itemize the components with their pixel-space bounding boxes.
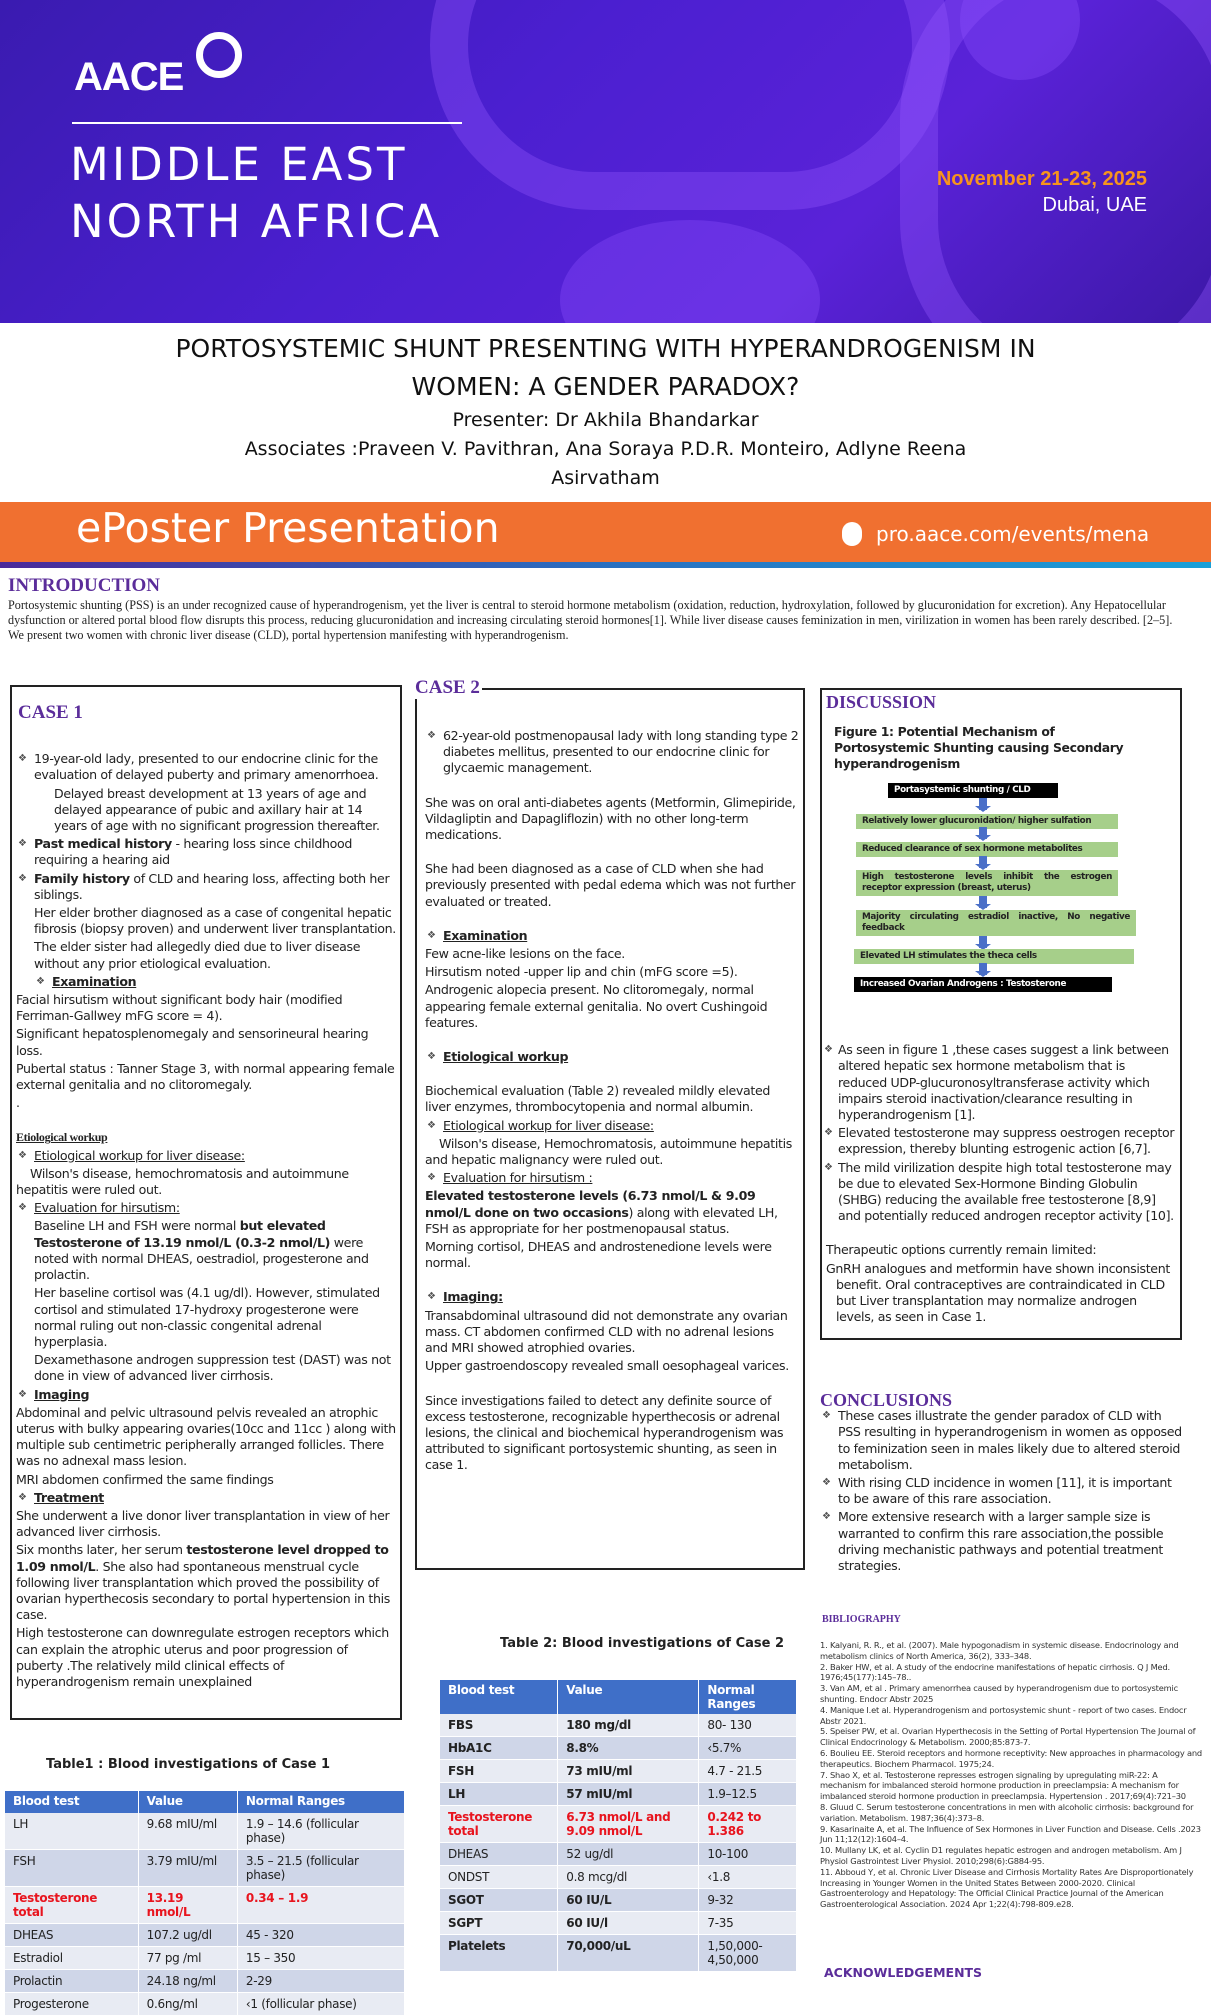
- case1-imaging-heading: ❖ Imaging: [16, 1387, 396, 1403]
- table-cell: 3.79 mIU/ml: [138, 1850, 237, 1887]
- table2: [440, 1680, 797, 1972]
- table1: [5, 1791, 405, 2016]
- case2-exam: Few acne-like lesions on the face.: [425, 946, 625, 962]
- table-cell: 73 mIU/ml: [558, 1760, 699, 1783]
- table-cell: 70,000/uL: [558, 1935, 699, 1972]
- figure1-flowchart: [826, 772, 1174, 1042]
- table-cell: LH: [5, 1813, 138, 1850]
- introduction-text: [8, 598, 1208, 643]
- table-header-row: [440, 1680, 797, 1714]
- flow-step: Reduced clearance of sex hormone metabolites: [856, 842, 1118, 857]
- presenter: Presenter: Dr Akhila Bhandarkar: [452, 409, 759, 431]
- case2-presentation: ❖ 62-year-old postmenopausal lady with long standing type 2 diabetes mellitus, presented to our endocrine clinic for glycaemic management.: [425, 728, 799, 777]
- case2-exam: Hirsutism noted -upper lip and chin (mFG score =5).: [425, 964, 738, 980]
- case2-hirsutism: Elevated testosterone levels (6.73 nmol/L & 9.09 nmol/L done on two occasions) along with elevated LH, FSH as appropriate for her postmenopausal status.: [425, 1188, 778, 1236]
- table-row: [5, 1850, 405, 1887]
- bibliography-item: 6. Boulieu EE. Steroid receptors and hormone receptivity: New approaches in pharmacology and therapeutics. Biochem Pharmacol. 1975;24.: [820, 1747, 1203, 1769]
- column-header: Normal Ranges: [699, 1680, 797, 1714]
- eposter-label: ePoster Presentation: [76, 504, 500, 552]
- case2-imaging-heading: ❖ Imaging:: [425, 1289, 799, 1305]
- discussion-point: ❖ The mild virilization despite high total testosterone may be due to elevated Sex-Hormone Binding Globulin (SHBG) reducing the available free testosterone [8,9] and potentially reduced androgen receptor activity [10].: [822, 1160, 1174, 1225]
- table-row: [440, 1714, 797, 1737]
- case2-medications: She was on oral anti-diabetes agents (Metformin, Glimepiride, Vildagliptin and Dapagliflozin) with no other long-term medications.: [425, 794, 796, 843]
- case1-hirsutism-heading: ❖ Evaluation for hirsutism:: [16, 1200, 396, 1216]
- table-header-row: [5, 1791, 405, 1813]
- case1-etiology-heading: Etiological workup: [16, 1130, 108, 1145]
- table-row: [440, 1912, 797, 1935]
- associates-line1: Associates :Praveen V. Pavithran, Ana Soraya P.D.R. Monteiro, Adlyne Reena: [244, 438, 967, 460]
- stray-dot: .: [16, 1095, 20, 1111]
- table-cell: Platelets: [440, 1935, 558, 1972]
- table-row: [440, 1806, 797, 1843]
- case1-liver-workup-heading: ❖ Etiological workup for liver disease:: [16, 1148, 396, 1164]
- case1-examination-heading: ❖ Examination: [34, 974, 396, 990]
- case1-imaging: Abdominal and pelvic ultrasound pelvis revealed an atrophic uterus with bulky appearing ovaries(10cc and 11cc ) along with multiple sub centimetric peripherally arranged follicles. There was no adnexal mass lesion.: [16, 1404, 396, 1469]
- table-cell: 15 – 350: [237, 1947, 404, 1970]
- associates-line2: Asirvatham: [551, 467, 660, 489]
- flow-step: Increased Ovarian Androgens : Testosterone: [854, 977, 1112, 992]
- case1-treatment-heading: ❖ Treatment: [16, 1490, 396, 1506]
- column-header: Blood test: [5, 1791, 138, 1813]
- table-cell: 60 IU/L: [558, 1889, 699, 1912]
- case1-presentation: ❖ 19-year-old lady, presented to our endocrine clinic for the evaluation of delayed puberty and primary amenorrhoea.: [16, 751, 396, 783]
- bibliography-list: [820, 1640, 1205, 1910]
- table-row: [440, 1843, 797, 1866]
- table-cell: 1.9–12.5: [699, 1783, 797, 1806]
- header-banner: [0, 0, 1211, 323]
- table-row: [440, 1783, 797, 1806]
- region-line1: MIDDLE EAST: [70, 138, 408, 191]
- column-header: Normal Ranges: [237, 1791, 404, 1813]
- table-cell: 1,50,000-4,50,000: [699, 1935, 797, 1972]
- case1-brother: Her elder brother diagnosed as a case of congenital hepatic fibrosis (biopsy proven) and underwent liver transplantation.: [34, 905, 396, 937]
- poster-title-line2: WOMEN: A GENDER PARADOX?: [411, 372, 800, 401]
- poster-title-line1: PORTOSYSTEMIC SHUNT PRESENTING WITH HYPERANDROGENISM IN: [175, 334, 1036, 363]
- therapeutic-options: GnRH analogues and metformin have shown inconsistent benefit. Oral contraceptives are contraindicated in CLD but Liver transplantation may normalize androgen levels, as seen in Case 1.: [826, 1260, 1170, 1325]
- case2-biochem: Biochemical evaluation (Table 2) revealed mildly elevated liver enzymes, thrombocytopenia and normal albumin.: [425, 1083, 770, 1115]
- therapeutic-options-heading: Therapeutic options currently remain limited:: [826, 1242, 1097, 1258]
- case1-history: Delayed breast development at 13 years of age and delayed appearance of pubic and axillary hair at 14 years of age with no significant progression thereafter.: [54, 785, 380, 834]
- case2-history: She had been diagnosed as a case of CLD when she had previously presented with pedal edema which was not further evaluated or treated.: [425, 861, 796, 909]
- case2-imaging: Transabdominal ultrasound did not demonstrate any ovarian mass. CT abdomen confirmed CLD with no adrenal lesions and MRI showed atrophied ovaries.: [425, 1307, 788, 1356]
- table-cell: DHEAS: [5, 1924, 138, 1947]
- table-cell: 7-35: [699, 1912, 797, 1935]
- bibliography-item: 2. Baker HW, et al. A study of the endocrine manifestations of hepatic cirrhosis. Q J Med. 1976;45(177):145–78..: [820, 1661, 1170, 1683]
- table-cell: 8.8%: [558, 1737, 699, 1760]
- arrow-down-icon: [979, 896, 987, 908]
- table-cell: 57 mIU/ml: [558, 1783, 699, 1806]
- column-header: Value: [558, 1680, 699, 1714]
- table-cell: Testosterone total: [440, 1806, 558, 1843]
- table-cell: 4.7 - 21.5: [699, 1760, 797, 1783]
- event-place: Dubai, UAE: [1042, 194, 1147, 216]
- poster-title-block: [0, 330, 1211, 493]
- case1-dast: Dexamethasone androgen suppression test (DAST) was not done in view of advanced liver cirrhosis.: [34, 1352, 391, 1384]
- case2-examination-heading: ❖ Examination: [425, 928, 799, 944]
- table-cell: 2-29: [237, 1970, 404, 1993]
- band-stripe: [0, 562, 1211, 568]
- table-cell: 0.242 to 1.386: [699, 1806, 797, 1843]
- table-cell: 80- 130: [699, 1714, 797, 1737]
- column-header: Value: [138, 1791, 237, 1813]
- acknowledgements-heading: ACKNOWLEDGEMENTS: [824, 1965, 983, 1980]
- table-cell: 52 ug/dl: [558, 1843, 699, 1866]
- table-cell: 45 - 320: [237, 1924, 404, 1947]
- case1-pmh: ❖ Past medical history - hearing loss since childhood requiring a hearing aid: [16, 836, 396, 868]
- discussion-heading: DISCUSSION: [826, 692, 937, 712]
- case1-exam: Pubertal status : Tanner Stage 3, with normal appearing female external genitalia and no clitoromegaly.: [16, 1060, 395, 1093]
- table-cell: HbA1C: [440, 1737, 558, 1760]
- discussion-point: ❖ As seen in figure 1 ,these cases suggest a link between altered hepatic sex hormone metabolism that is reduced UDP-glucuronosyltransferase activity which impairs steroid inactivation/clearance resulting in hyperandrogenism [1].: [822, 1042, 1174, 1123]
- case1-cortisol: Her baseline cortisol was (4.1 ug/dl). However, stimulated cortisol and stimulated 17-hydroxy progesterone were normal ruling out non-classic congenital adrenal hyperplasia.: [34, 1285, 380, 1349]
- table-row: [5, 1887, 405, 1924]
- table-cell: 180 mg/dl: [558, 1714, 699, 1737]
- case2-endoscopy: Upper gastroendoscopy revealed small oesophageal varices.: [425, 1358, 789, 1374]
- table-cell: 0.6ng/ml: [138, 1993, 237, 2016]
- table1-caption: Table1 : Blood investigations of Case 1: [46, 1757, 331, 1772]
- flow-step: Majority circulating estradiol inactive, No negative feedback: [856, 910, 1136, 936]
- conclusion-item: ❖ More extensive research with a larger sample size is warranted to confirm this rare association,the possible driving mechanistic pathways and potential treatment strategies.: [820, 1509, 1185, 1574]
- arrow-down-icon: [979, 856, 987, 868]
- table-cell: 1.9 – 14.6 (follicular phase): [237, 1813, 404, 1850]
- table-row: [5, 1993, 405, 2016]
- table-cell: FBS: [440, 1714, 558, 1737]
- bibliography-heading: BIBLIOGRAPHY: [822, 1614, 901, 1625]
- case1-sister: The elder sister had allegedly died due to liver disease without any prior etiological evaluation.: [34, 939, 361, 971]
- table-cell: 77 pg /ml: [138, 1947, 237, 1970]
- table-cell: 0.34 – 1.9: [237, 1887, 404, 1924]
- case1-liver-workup: Wilson's disease, hemochromatosis and autoimmune hepatitis were ruled out.: [16, 1165, 349, 1198]
- table-cell: Progesterone: [5, 1993, 138, 2016]
- table-cell: 107.2 ug/dl: [138, 1924, 237, 1947]
- aace-logo: AACE: [74, 55, 184, 99]
- flow-step: Elevated LH stimulates the theca cells: [854, 949, 1134, 964]
- case1-family-history: ❖ Family history of CLD and hearing loss, affecting both her siblings.: [16, 871, 396, 903]
- column-header: Blood test: [440, 1680, 558, 1714]
- table-cell: 60 IU/l: [558, 1912, 699, 1935]
- case2-conclusion: Since investigations failed to detect any definite source of excess testosterone, recognizable hyperthecosis or adrenal lesions, the clinical and biochemical hyperandrogenism was attributed to significant portosystemic shunting, as seen in case 1.: [425, 1392, 784, 1473]
- mouse-icon: [842, 522, 862, 546]
- table-cell: 9-32: [699, 1889, 797, 1912]
- introduction-heading: INTRODUCTION: [8, 575, 161, 596]
- table-cell: Testosterone total: [5, 1887, 138, 1924]
- table2-caption: Table 2: Blood investigations of Case 2: [500, 1636, 785, 1651]
- case1-heading: CASE 1: [18, 702, 83, 723]
- table-row: [5, 1924, 405, 1947]
- event-date: November 21-23, 2025: [936, 168, 1147, 190]
- arrow-down-icon: [979, 963, 987, 975]
- region-line2: NORTH AFRICA: [70, 195, 443, 248]
- bibliography-item: 10. Mullany LK, et al. Cyclin D1 regulates hepatic estrogen and androgen metabolism. Am J Physiol Gastrointest Liver Physiol. 2010;298(6):G884-95.: [820, 1845, 1182, 1866]
- table-cell: ‹5.7%: [699, 1737, 797, 1760]
- case1-exam: Facial hirsutism without significant body hair (modified Ferriman-Gallwey mFG score = 4).: [16, 992, 343, 1024]
- table-cell: 13.19 nmol/L: [138, 1887, 237, 1924]
- flow-step: High testosterone levels inhibit the estrogen receptor expression (breast, uterus): [856, 870, 1118, 896]
- flow-step: Portasystemic shunting / CLD: [888, 783, 1058, 798]
- bibliography-item: 9. Kasarinaite A, et al. The Influence of Sex Hormones in Liver Function and Disease. Cells .2023 Jun 11;12(12):1604–4.: [820, 1823, 1201, 1845]
- arrow-down-icon: [979, 798, 987, 810]
- table-row: [440, 1866, 797, 1889]
- table-cell: 24.18 ng/ml: [138, 1970, 237, 1993]
- divider: [72, 122, 462, 124]
- case2-cortisol: Morning cortisol, DHEAS and androstenedione levels were normal.: [425, 1239, 772, 1271]
- logo-mark-icon: [196, 32, 242, 78]
- table-cell: 10-100: [699, 1843, 797, 1866]
- case2-exam: Androgenic alopecia present. No clitoromegaly, normal appearing female external genitalia. No overt Cushingoid features.: [425, 982, 768, 1030]
- table-cell: LH: [440, 1783, 558, 1806]
- case1-hirsutism: Baseline LH and FSH were normal but elevated Testosterone of 13.19 nmol/L (0.3-2 nmol/L) were noted with normal DHEAS, oestradiol, progesterone and prolactin.: [34, 1218, 369, 1283]
- conclusion-item: ❖ These cases illustrate the gender paradox of CLD with PSS resulting in hyperandrogenism in women as opposed to feminization seen in males likely due to altered steroid metabolism.: [820, 1408, 1185, 1473]
- intro-paragraph: We present two women with chronic liver disease (CLD), portal hypertension manifesting with hyperandrogenism.: [8, 628, 569, 642]
- case1-exam: Significant hepatosplenomegaly and sensorineural hearing loss.: [16, 1026, 369, 1058]
- table-row: [5, 1947, 405, 1970]
- case1-outcome: Six months later, her serum testosterone level dropped to 1.09 nmol/L. She also had spontaneous menstrual cycle following liver transplantation which proved the possibility of ovarian hyperthecosis secondary to portal hypertension in this case.: [16, 1542, 391, 1623]
- table-cell: 0.8 mcg/dl: [558, 1866, 699, 1889]
- table-row: [5, 1813, 405, 1850]
- conclusion-item: ❖ With rising CLD incidence in women [11], it is important to be aware of this rare association.: [820, 1475, 1185, 1507]
- table-cell: 9.68 mIU/ml: [138, 1813, 237, 1850]
- table-cell: ‹1.8: [699, 1866, 797, 1889]
- event-url-link[interactable]: pro.aace.com/events/mena: [876, 522, 1150, 546]
- figure1-title: Figure 1: Potential Mechanism of Portosystemic Shunting causing Secondary hyperandrogenism: [834, 724, 1124, 772]
- case1-treatment: She underwent a live donor liver transplantation in view of her advanced liver cirrhosis.: [16, 1507, 390, 1540]
- table-row: [440, 1760, 797, 1783]
- table-cell: FSH: [5, 1850, 138, 1887]
- bibliography-item: 8. Gluud C. Serum testosterone concentrations in men with alcoholic cirrhosis: background for variation. Metabolism. 1987;36(4):373–8.: [820, 1801, 1194, 1823]
- case2-liver-workup-heading: ❖ Etiological workup for liver disease:: [425, 1118, 799, 1134]
- case1-mri: MRI abdomen confirmed the same findings: [16, 1471, 274, 1487]
- case2-hirsutism-heading: ❖ Evaluation for hirsutism :: [425, 1170, 799, 1186]
- case1-comment: High testosterone can downregulate estrogen receptors which can explain the atrophic uterus and poor progression of puberty .The relatively mild clinical effects of hyperandrogenism remain unexplained: [16, 1625, 389, 1689]
- bibliography-item: 3. Van AM, et al . Primary amenorrhea caused by hyperandrogenism due to portosystemic shunting. Endocr Abstr 2025: [820, 1683, 1178, 1704]
- table-row: [440, 1889, 797, 1912]
- table-row: [440, 1737, 797, 1760]
- table-row: [5, 1970, 405, 1993]
- table-cell: 3.5 – 21.5 (follicular phase): [237, 1850, 404, 1887]
- table-row: [440, 1935, 797, 1972]
- discussion-point: ❖ Elevated testosterone may suppress oestrogen receptor expression, thereby blunting estrogenic action [6,7].: [822, 1125, 1174, 1157]
- conclusions-section: [820, 1392, 1185, 1576]
- case2-panel: [415, 688, 805, 1570]
- table-cell: SGPT: [440, 1912, 558, 1935]
- table-cell: FSH: [440, 1760, 558, 1783]
- bibliography-item: 1. Kalyani, R. R., et al. (2007). Male hypogonadism in systemic disease. Endocrinology and metabolism clinics of North America, 36(2), 333–348.: [820, 1640, 1179, 1661]
- flow-step: Relatively lower glucuronidation/ higher sulfation: [856, 814, 1118, 829]
- case1-panel: [10, 685, 402, 1720]
- conclusions-heading: CONCLUSIONS: [820, 1390, 953, 1410]
- case2-etiology-heading: ❖ Etiological workup: [425, 1049, 799, 1065]
- table-cell: ‹1 (follicular phase): [237, 1993, 404, 2016]
- bibliography-item: 4. Manique I.et al. Hyperandrogenism and portosystemic shunt - report of two cases. Endocr Abstr 2021.: [820, 1704, 1187, 1726]
- case2-heading: CASE 2: [415, 677, 480, 698]
- bibliography-item: 11. Abboud Y, et al. Chronic Liver Disease and Cirrhosis Mortality Rates Are Disproportionately Increasing in Younger Women in the United States Between 2000-2020. Clinical Gastroenterology and Hepatology: The Official Clinical Practice Journal of the American Gastroenterological Association. 2024 Apr 1;22(4):798-809.e28.: [820, 1866, 1194, 1910]
- table-cell: ONDST: [440, 1866, 558, 1889]
- table-cell: DHEAS: [440, 1843, 558, 1866]
- table-cell: 6.73 nmol/L and 9.09 nmol/L: [558, 1806, 699, 1843]
- arrow-down-icon: [979, 827, 987, 839]
- table-cell: Prolactin: [5, 1970, 138, 1993]
- bibliography-item: 7. Shao X, et al. Testosterone represses estrogen signaling by upregulating miR-22: A mechanism for imbalanced steroid hormone production in preeclampsia: A mechanism for imbalanced steroid hormone production in preeclampsia. Hypertension . 2017;69(4):721–30: [820, 1769, 1186, 1802]
- discussion-panel: [820, 688, 1182, 1340]
- intro-paragraph: Portosystemic shunting (PSS) is an under recognized cause of hyperandrogenism, yet the liver is central to steroid hormone metabolism (oxidation, reduction, hydroxylation, followed by glucuronidation for excretion). Any Hepatocellular dysfunction or altered portal blood flow disrupts this process, reducing glucuronidation and increasing circulating steroid hormones[1]. While liver disease causes feminization in men, virilization in women has been rarely described. [2–5].: [8, 598, 1173, 627]
- arrow-down-icon: [979, 936, 987, 948]
- case2-liver-workup: Wilson's disease, Hemochromatosis, autoimmune hepatitis and hepatic malignancy were ruled out.: [425, 1135, 792, 1168]
- table-cell: Estradiol: [5, 1947, 138, 1970]
- bibliography-item: 5. Speiser PW, et al. Ovarian Hyperthecosis in the Setting of Portal Hypertension The Journal of Clinical Endocrinology & Metabolism. 2000;85:873-7.: [820, 1726, 1196, 1748]
- table-cell: SGOT: [440, 1889, 558, 1912]
